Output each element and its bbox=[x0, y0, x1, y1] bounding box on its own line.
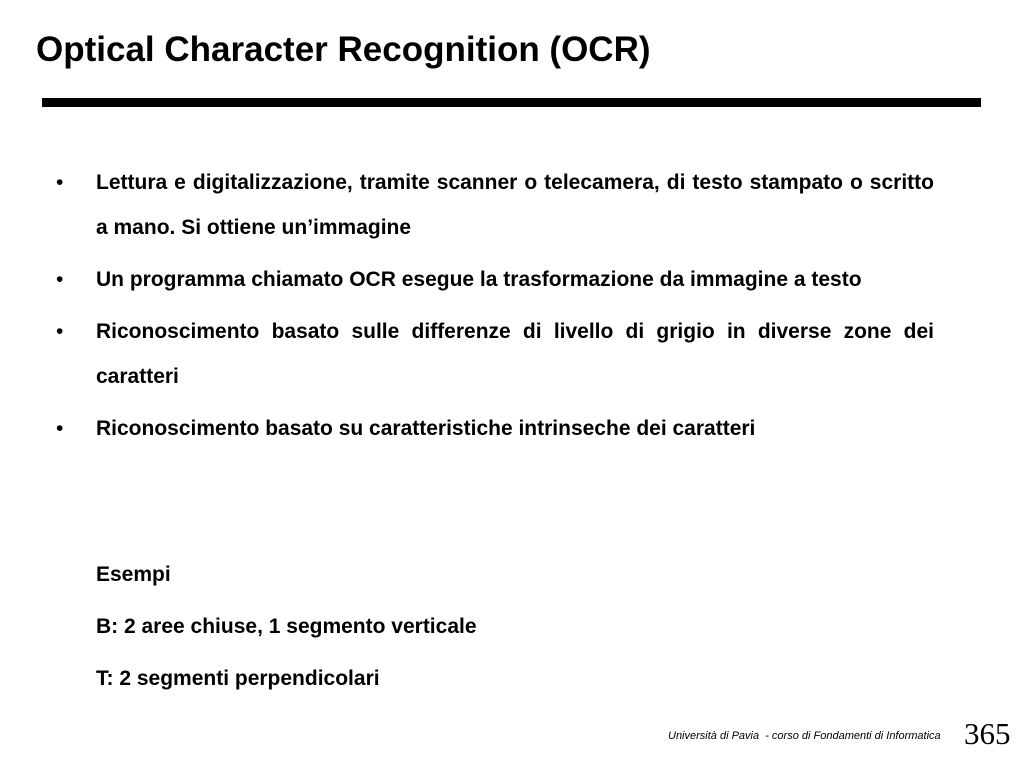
bullet-marker: • bbox=[56, 268, 64, 291]
page-number: 365 bbox=[964, 716, 1011, 751]
bullet-item bbox=[56, 160, 934, 250]
bullet-list bbox=[56, 160, 934, 458]
footer-credit: Università di Pavia - corso di Fondamenti di Informatica bbox=[668, 730, 941, 742]
bullet-item bbox=[56, 257, 934, 302]
examples-heading: Esempi bbox=[96, 563, 171, 586]
example-line-b: B: 2 aree chiuse, 1 segmento verticale bbox=[96, 615, 477, 638]
bullet-text: Riconoscimento basato sulle differenze di livello di grigio in diverse zone dei caratteri bbox=[96, 320, 934, 388]
bullet-item bbox=[56, 309, 934, 399]
bullet-marker: • bbox=[56, 171, 64, 194]
examples-block bbox=[96, 562, 926, 718]
bullet-item bbox=[56, 406, 934, 451]
bullet-text: Riconoscimento basato su caratteristiche intrinseche dei caratteri bbox=[96, 417, 756, 440]
bullet-text: Un programma chiamato OCR esegue la trasformazione da immagine a testo bbox=[96, 268, 862, 291]
bullet-marker: • bbox=[56, 320, 64, 343]
example-line-t: T: 2 segmenti perpendicolari bbox=[96, 667, 380, 690]
slide-title: Optical Character Recognition (OCR) bbox=[36, 30, 651, 69]
bullet-text: Lettura e digitalizzazione, tramite scanner o telecamera, di testo stampato o scritto a mano. Si ottiene un’immagine bbox=[96, 171, 934, 239]
bullet-marker: • bbox=[56, 417, 64, 440]
title-underline-rule bbox=[42, 98, 981, 107]
